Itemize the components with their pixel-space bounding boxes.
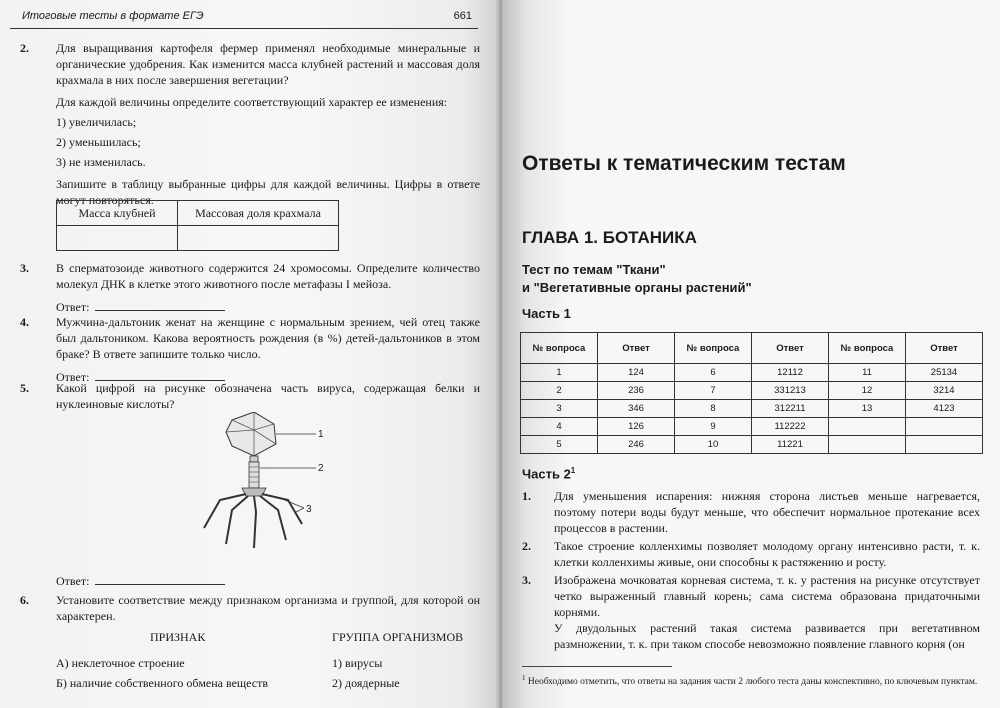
chapter-title: ГЛАВА 1. БОТАНИКА [522, 228, 697, 247]
question-text: В сперматозоиде животного содержится 24 хромосомы. Определите количество молекул ДНК в клетке этого животного после метафазы I мейоза. [56, 261, 480, 291]
bacteriophage-figure [190, 412, 330, 572]
feature-b: Б) наличие собственного обмена веществ [56, 676, 269, 690]
test-title-line-1: Тест по темам "Ткани" [522, 262, 666, 277]
footnote-number: 1 [522, 674, 526, 682]
question-text: Установите соответствие между признаком организма и группой, для которой он характерен. [56, 593, 480, 623]
table-cell: 12 [829, 382, 906, 400]
table-row [521, 400, 983, 418]
table-cell: 312211 [752, 400, 829, 418]
answer-cell-2[interactable] [178, 226, 339, 251]
answer-text: Для уменьшения испарения: нижняя сторона листьев меньше нагревается, поэтому потери воды будут меньше, что обеспечит нормальное протекание всех процессов в растении. [554, 489, 980, 535]
table-cell [906, 418, 983, 436]
footnote-marker: 1 [570, 466, 576, 475]
answer-label: Ответ: [56, 300, 90, 314]
footnote-text: Необходимо отметить, что ответы на задания части 2 любого теста даны конспективно, по ключевым пунктам. [527, 677, 978, 688]
header-answer: Ответ [906, 333, 983, 364]
table-row [521, 436, 983, 454]
option-3: 3) не изменилась. [56, 155, 146, 169]
table-cell: 2 [521, 382, 598, 400]
answer-label: Ответ: [56, 574, 90, 588]
answer-2 [522, 538, 980, 570]
figure-label-3: 3 [306, 504, 312, 515]
figure-label-2: 2 [318, 463, 324, 474]
question-text: Для выращивания картофеля фермер применял необходимые минеральные и органические удобрения. Как изменится масса клубней растений и массовая доля крахмала в них после завершения вегетации? [56, 41, 480, 87]
table-cell: 5 [521, 436, 598, 454]
table-cell: 126 [598, 418, 675, 436]
table-header-starch: Массовая доля крахмала [178, 201, 339, 226]
footnote [522, 672, 984, 689]
table-cell: 8 [675, 400, 752, 418]
table-cell: 11221 [752, 436, 829, 454]
table-cell: 331213 [752, 382, 829, 400]
answer-3 [522, 572, 980, 620]
table-cell: 1 [521, 364, 598, 382]
answer-line[interactable] [95, 298, 225, 311]
question-5 [20, 380, 480, 412]
question-number: 4. [20, 315, 29, 329]
option-2: 2) уменьшилась; [56, 135, 141, 149]
question-3 [20, 260, 480, 315]
table-cell: 9 [675, 418, 752, 436]
table-cell: 12112 [752, 364, 829, 382]
column-header-group: ГРУППА ОРГАНИЗМОВ [332, 630, 464, 644]
question-number: 3. [20, 261, 29, 275]
answers-table [520, 332, 983, 454]
question-5-answer [20, 572, 480, 589]
answer-label: Ответ: [56, 370, 90, 384]
question-number: 6. [20, 593, 29, 607]
running-title: Итоговые тесты в формате ЕГЭ [22, 10, 204, 22]
test-title-line-2: и "Вегетативные органы растений" [522, 280, 752, 295]
table-cell: 6 [675, 364, 752, 382]
table-header-tuber-mass: Масса клубней [57, 201, 178, 226]
section-title: Ответы к тематическим тестам [522, 152, 846, 175]
question-2 [20, 40, 480, 208]
part-2-text: Часть 2 [522, 466, 571, 482]
answer-text: Изображена мочковатая корневая система, т. к. у растения на рисунке отсутствует четко выраженный главный корень; сама система образована придаточными корнями. [554, 573, 980, 619]
answer-1 [522, 488, 980, 536]
table-cell: 7 [675, 382, 752, 400]
answer-cell-1[interactable] [57, 226, 178, 251]
figure-label-1: 1 [318, 429, 324, 440]
header-answer: Ответ [752, 333, 829, 364]
question-text: Какой цифрой на рисунке обозначена часть вируса, содержащая белки и нуклеиновые кислоты? [56, 381, 480, 411]
option-1: 1) увеличилась; [56, 115, 137, 129]
table-note: Запишите в таблицу выбранные цифры для каждой величины. Цифры в ответе могут повторяться. [56, 177, 480, 207]
footnote-rule [522, 666, 672, 667]
question-text: Мужчина-дальтоник женат на женщине с нормальным зрением, чей отец также был дальтоником. Какова вероятность рождения (в %) детей-дальтоников в этом браке? В ответе запишите только число. [56, 315, 480, 361]
table-cell [829, 418, 906, 436]
header-question-no: № вопроса [829, 333, 906, 364]
table-cell [829, 436, 906, 454]
answer-table-q2 [56, 200, 339, 251]
table-cell: 346 [598, 400, 675, 418]
table-row [521, 382, 983, 400]
table-cell: 246 [598, 436, 675, 454]
table-cell: 11 [829, 364, 906, 382]
table-cell: 3 [521, 400, 598, 418]
table-row [521, 418, 983, 436]
question-number: 5. [20, 381, 29, 395]
running-header [10, 0, 478, 29]
group-2: 2) доядерные [332, 676, 400, 690]
question-6 [20, 592, 480, 624]
answer-3-continuation [522, 620, 980, 652]
page-number: 661 [453, 10, 472, 22]
answer-text: Такое строение колленхимы позволяет молодому органу интенсивно расти, т. к. клетки колленхимы живые, они способны к растяжению и росту. [554, 539, 980, 569]
table-cell: 10 [675, 436, 752, 454]
part-1-label: Часть 1 [522, 306, 571, 321]
table-cell: 4123 [906, 400, 983, 418]
answer-number: 2. [522, 539, 531, 553]
answer-line[interactable] [95, 572, 225, 585]
table-cell: 4 [521, 418, 598, 436]
part-2-label [522, 466, 575, 481]
question-4 [20, 314, 480, 385]
answer-number: 1. [522, 489, 531, 503]
question-instruction: Для каждой величины определите соответствующий характер ее изменения: [56, 95, 448, 109]
table-row [521, 364, 983, 382]
table-cell [906, 436, 983, 454]
feature-a: А) неклеточное строение [56, 656, 185, 670]
answer-number: 3. [522, 573, 531, 587]
table-cell: 236 [598, 382, 675, 400]
table-cell: 13 [829, 400, 906, 418]
table-header-row [521, 333, 983, 364]
header-answer: Ответ [598, 333, 675, 364]
right-page [502, 0, 1000, 708]
header-question-no: № вопроса [675, 333, 752, 364]
header-question-no: № вопроса [521, 333, 598, 364]
table-cell: 25134 [906, 364, 983, 382]
table-cell: 124 [598, 364, 675, 382]
group-1: 1) вирусы [332, 656, 383, 670]
table-cell: 112222 [752, 418, 829, 436]
column-header-feature: ПРИЗНАК [150, 630, 206, 644]
question-number: 2. [20, 41, 29, 55]
table-cell: 3214 [906, 382, 983, 400]
answer-text: У двудольных растений такая система развивается при вегетативном размножении, т. к. при таком способе невозможно появление главного корня (он [554, 621, 980, 651]
